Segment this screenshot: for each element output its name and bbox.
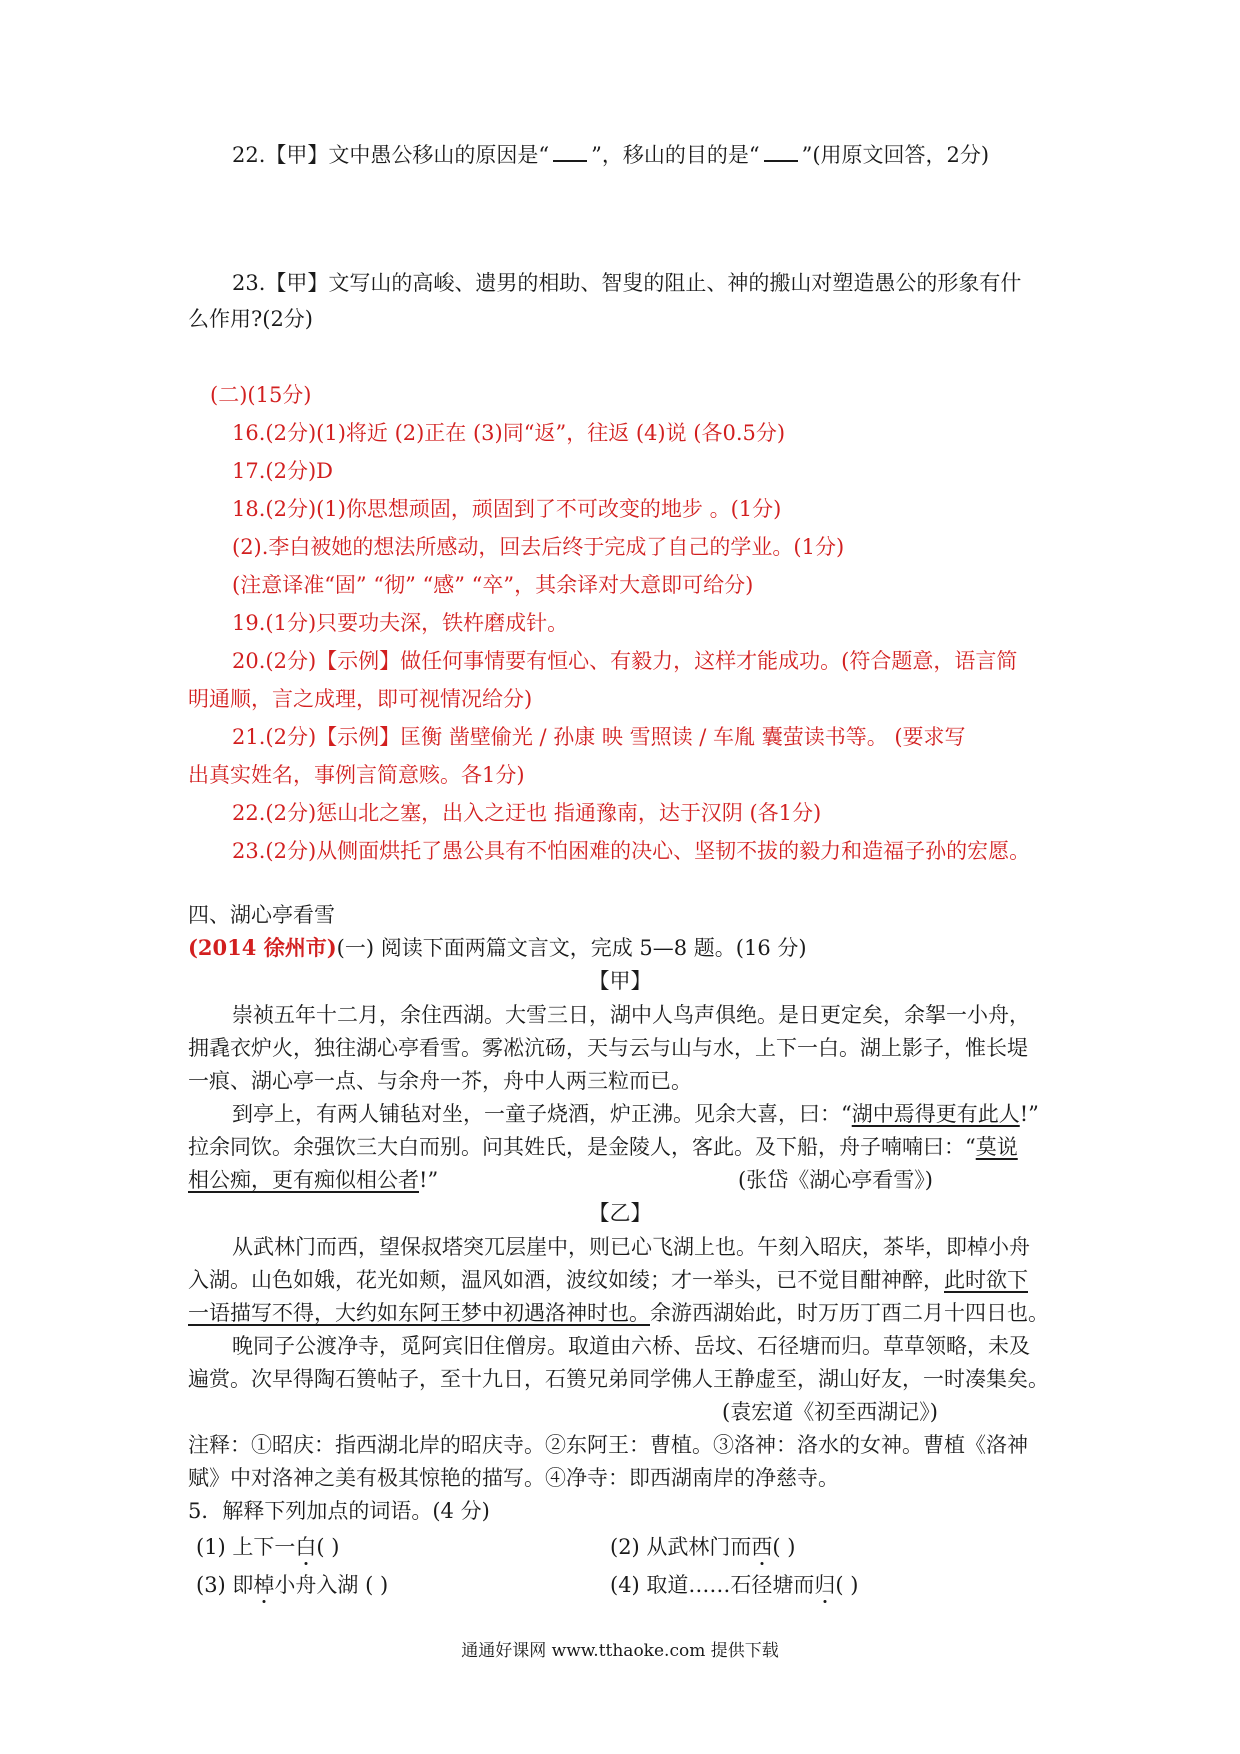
jia-citation: (张岱《湖心亭看雪》) [738,1168,933,1192]
jia-p1-line-3: 一痕、湖心亭一点、与余舟一芥，舟中人两三粒而已。 [188,1069,692,1093]
q5-4-text: (4) 取道……石径塘而 [610,1573,815,1597]
question-23-line-2: 么作用?(2分) [188,307,314,331]
jia-p1-line-1: 崇祯五年十二月，余住西湖。大雪三日，湖中人鸟声俱绝。是日更定矣，余挐一小舟， [232,1003,1030,1027]
q5-3-text: (3) 即 [196,1573,254,1597]
answer-20-line-2: 明通顺，言之成理，即可视情况给分) [188,687,533,711]
q5-1-blank: ( ) [316,1535,340,1559]
q5-2-dotted-word: 西 [751,1535,773,1559]
q22-text-mid: ”，移山的目的是“ [591,143,760,167]
q5-4-blank: ( ) [835,1573,859,1597]
answer-22: 22.(2分)惩山北之塞，出入之迂也 指通豫南，达于汉阴 (各1分) [232,801,822,825]
answer-21-line-1: 21.(2分)【示例】匡衡 凿壁偷光 / 孙康 映 雪照读 / 车胤 囊萤读书等。 (要求写 [232,725,966,749]
jia-p2-l3-end: !” [419,1168,439,1192]
q22-blank-1 [553,142,587,162]
section-intro [188,933,807,963]
q5-item-3 [196,1570,388,1600]
yi-underlined-a: 此时欲下 [944,1268,1028,1292]
jia-underlined-1: 湖中焉得更有此人 [851,1102,1020,1126]
notes-line-2: 赋》中对洛神之美有极其惊艳的描写。④净寺：即西湖南岸的净慈寺。 [188,1466,839,1490]
q22-text-start: 22.【甲】文中愚公移山的原因是“ [232,143,550,167]
jia-p2-line-1 [232,1099,1039,1129]
footer-credit: 通通好课网 www.tthaoke.com 提供下载 [461,1641,779,1661]
yi-p1-l2-text: 入湖。山色如娥，花光如颊，温风如酒，波纹如绫；才一举头，已不觉目酣神醉， [188,1268,944,1292]
q5-1-text: (1) 上下一 [196,1535,296,1559]
yi-citation: (袁宏道《初至西湖记》) [722,1400,938,1424]
answer-18-2: (2).李白被她的想法所感动，回去后终于完成了自己的学业。(1分) [232,535,845,559]
answer-23: 23.(2分)从侧面烘托了愚公具有不怕困难的决心、坚韧不拔的毅力和造福子孙的宏愿。 [232,839,1031,863]
jia-underlined-2a: 莫说 [975,1135,1018,1159]
yi-p1-line-3 [188,1298,1049,1328]
jia-p2-l1-end: !” [1019,1102,1039,1126]
q22-text-end: ”(用原文回答，2分) [801,143,990,167]
section-title: 四、湖心亭看雪 [188,903,335,927]
q5-3-dotted-word: 棹 [253,1573,275,1597]
answer-20-line-1: 20.(2分)【示例】做任何事情要有恒心、有毅力，这样才能成功。(符合题意，语言简 [232,649,1018,673]
jia-p2-line-3 [188,1165,438,1195]
yi-p1-line-2 [188,1265,1028,1295]
answer-17: 17.(2分)D [232,459,333,483]
q5-2-text: (2) 从武林门而 [610,1535,752,1559]
q5-2-blank: ( ) [772,1535,796,1559]
answer-19: 19.(1分)只要功夫深，铁杵磨成针。 [232,611,569,635]
source-label: (2014 徐州市) [188,935,337,960]
q5-1-dotted-word: 白 [295,1535,317,1559]
q5-3-blank: 小舟入湖 ( ) [274,1573,389,1597]
question-23-line-1: 23.【甲】文写山的高峻、遗男的相助、智叟的阻止、神的搬山对塑造愚公的形象有什 [232,271,1022,295]
yi-p2-line-2: 遍赏。次早得陶石篑帖子，至十九日，石篑兄弟同学佛人王静虚至，湖山好友，一时凑集矣。 [188,1367,1049,1391]
yi-p1-line-1: 从武林门而西，望保叔塔突兀层崖中，则已心飞湖上也。午刻入昭庆，茶毕，即棹小舟 [232,1235,1030,1259]
answer-21-line-2: 出真实姓名，事例言简意赅。各1分) [188,763,525,787]
yi-p1-l3-text: 余游西湖始此，时万历丁酉二月十四日也。 [650,1301,1049,1325]
passage-jia-label: 【甲】 [588,969,652,993]
q5-4-dotted-word: 归 [814,1573,836,1597]
jia-p1-line-2: 拥毳衣炉火，独往湖心亭看雪。雾凇沆砀，天与云与山与水，上下一白。湖上影子，惟长堤 [188,1036,1028,1060]
jia-p2-l2-text: 拉余同饮。余强饮三大白而别。问其姓氏，是金陵人，客此。及下船，舟子喃喃曰：“ [188,1135,976,1159]
answers-header: (二)(15分) [210,383,312,407]
yi-underlined-b: 一语描写不得，大约如东阿王梦中初遇洛神时也。 [188,1301,650,1325]
q5-item-2 [610,1532,795,1562]
question-5: 5．解释下列加点的词语。(4 分) [188,1499,490,1523]
notes-line-1: 注释：①昭庆：指西湖北岸的昭庆寺。②东阿王：曹植。③洛神：洛水的女神。曹植《洛神 [188,1433,1028,1457]
yi-p2-line-1: 晚同子公渡净寺，觅阿宾旧住僧房。取道由六桥、岳坟、石径塘而归。草草领略，未及 [232,1334,1030,1358]
jia-underlined-2b: 相公痴，更有痴似相公者 [188,1168,419,1192]
question-22 [232,140,989,170]
answer-18-note: (注意译准“固” “彻” “感” “卒”，其余译对大意即可给分) [232,573,754,597]
jia-p2-line-2 [188,1132,1018,1162]
q5-item-1 [196,1532,339,1562]
q22-blank-2 [764,142,798,162]
answer-18-1: 18.(2分)(1)你思想顽固，顽固到了不可改变的地步 。(1分) [232,497,782,521]
q5-item-4 [610,1570,858,1600]
intro-text: (一) 阅读下面两篇文言文，完成 5—8 题。(16 分) [336,936,807,960]
answer-16: 16.(2分)(1)将近 (2)正在 (3)同“返”，往返 (4)说 (各0.5分) [232,421,786,445]
jia-p2-l1-text: 到亭上，有两人铺毡对坐，一童子烧酒，炉正沸。见余大喜，曰：“ [232,1102,852,1126]
passage-yi-label: 【乙】 [588,1201,652,1225]
